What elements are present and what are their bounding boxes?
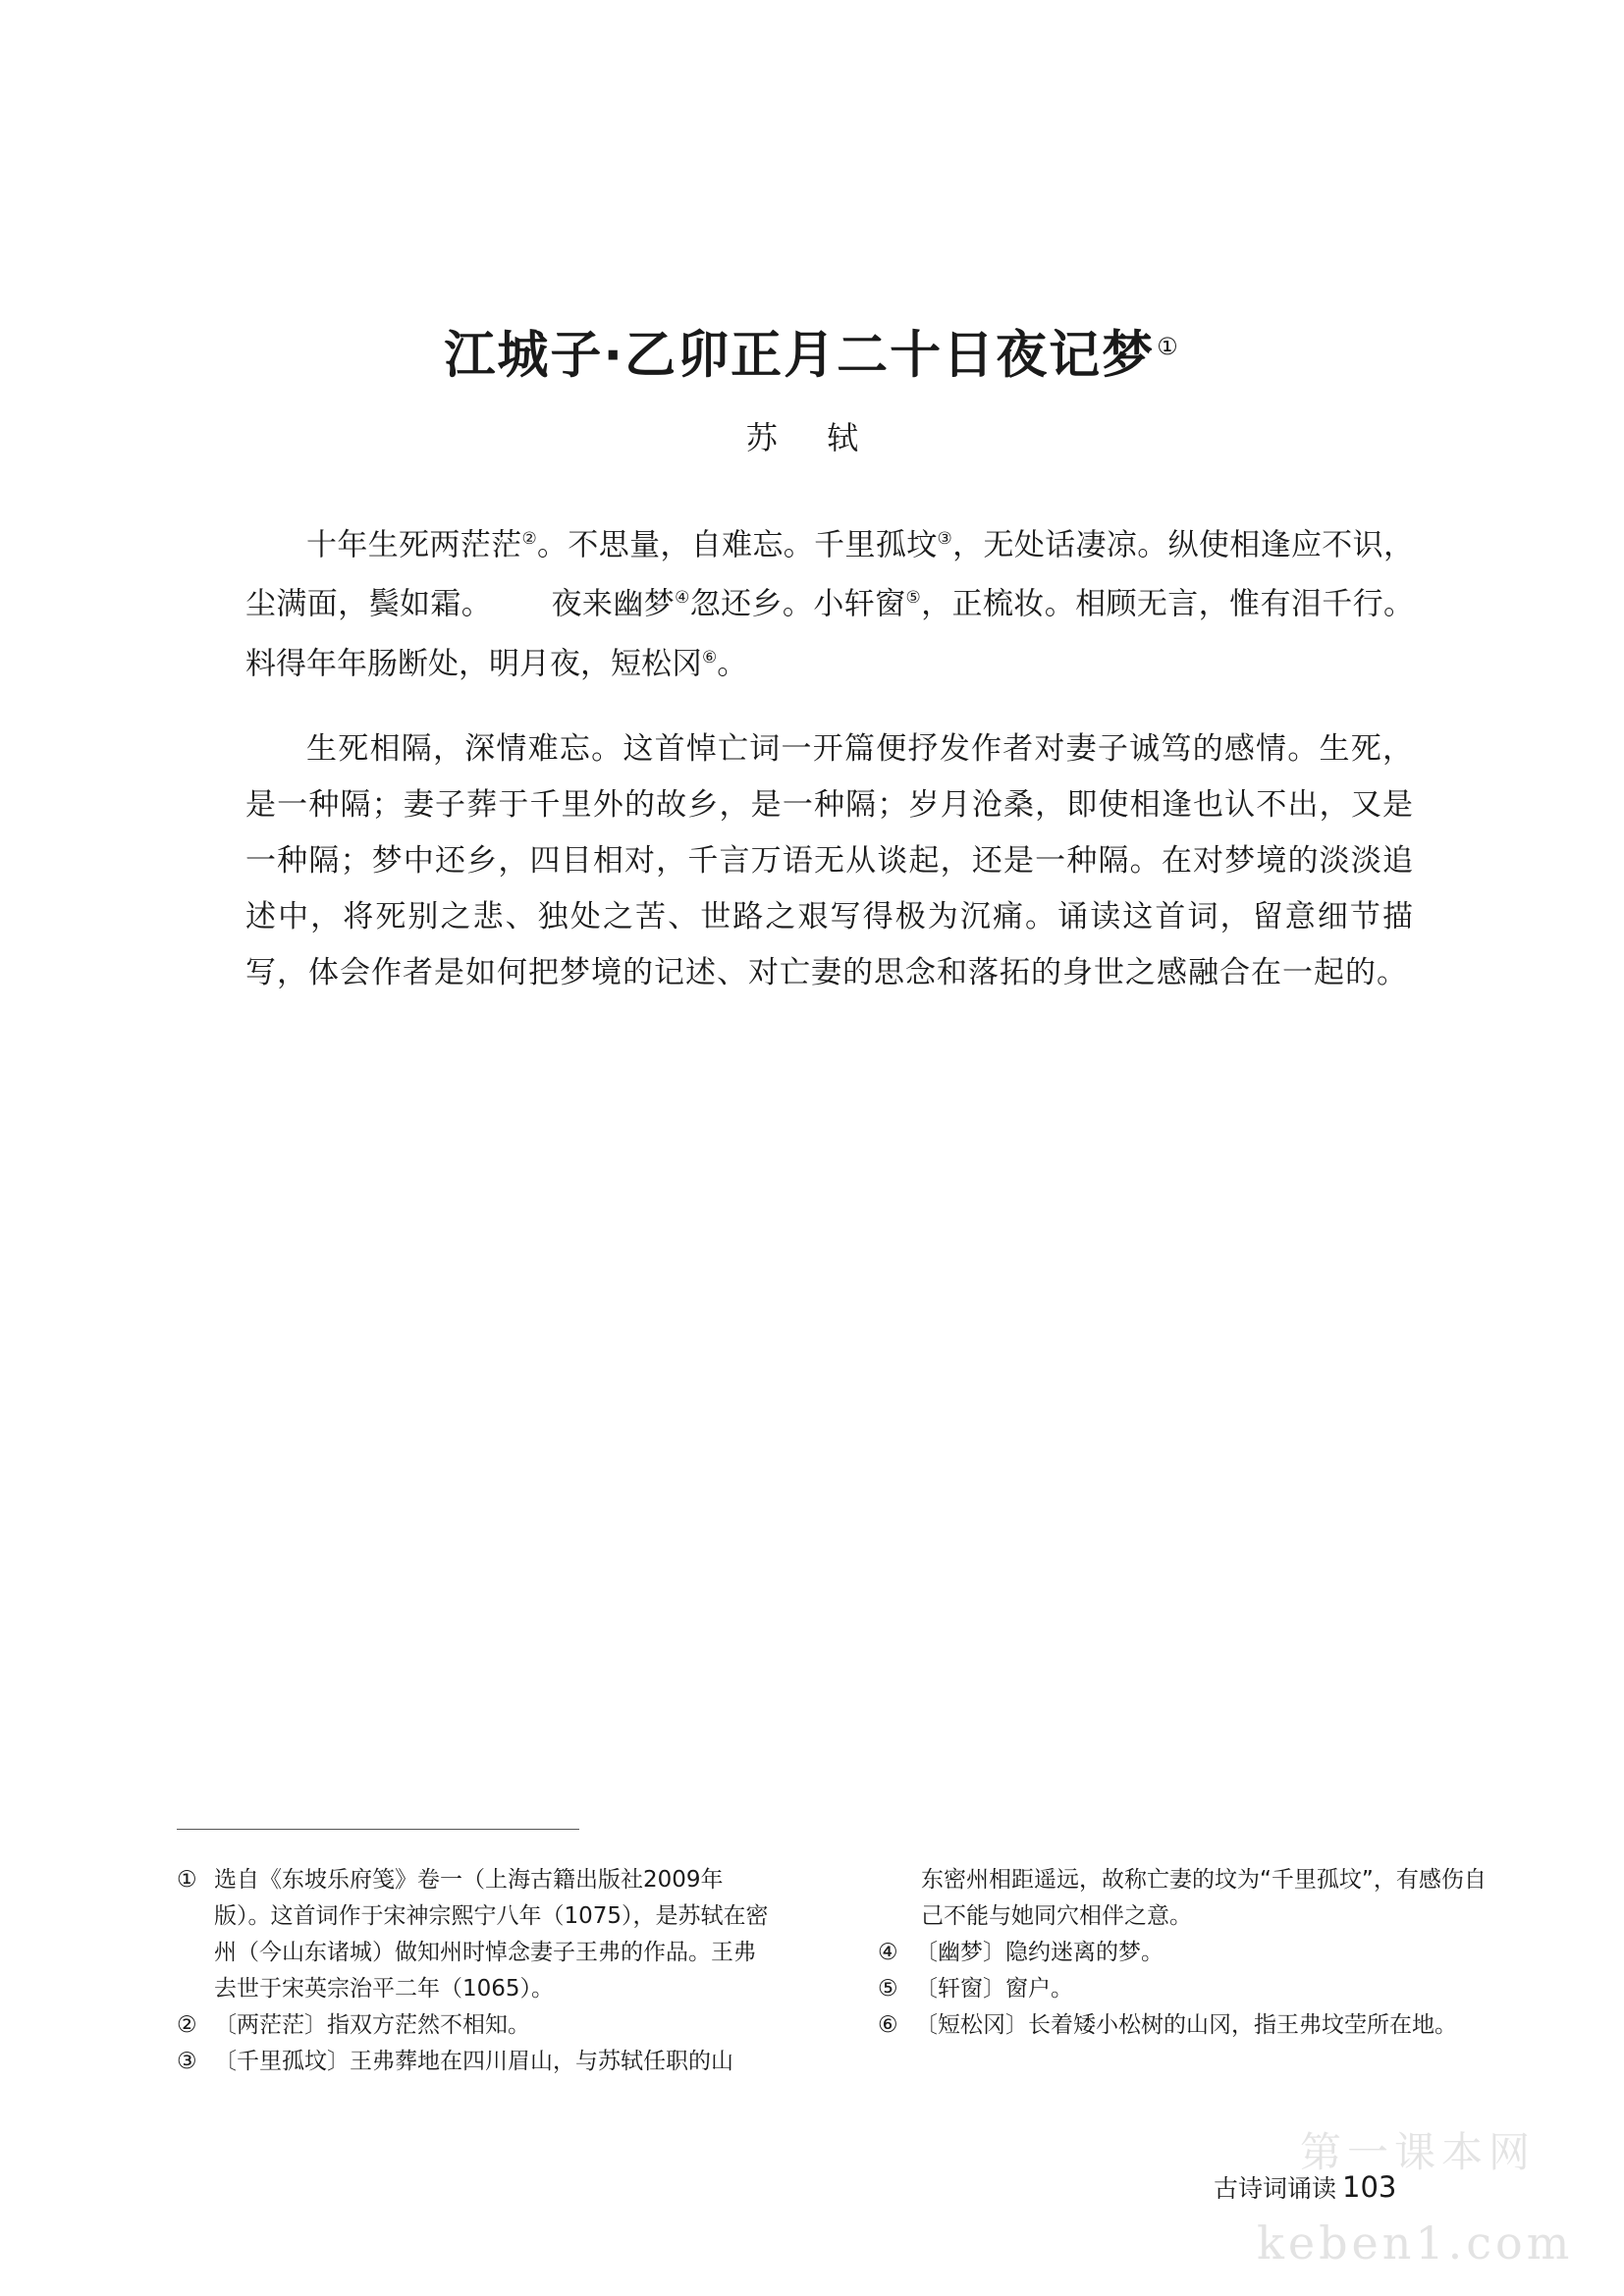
poem-text xyxy=(245,512,1414,690)
note-mark-3[interactable]: ③ xyxy=(937,529,953,549)
footnote-3-continued xyxy=(878,1862,1487,1935)
footnotes-right-column xyxy=(878,1862,1487,2044)
footnote-number: ③ xyxy=(177,2049,197,2074)
poem-title-text: 江城子·乙卯正月二十日夜记梦 xyxy=(444,326,1156,386)
poem-segment: 十年生死两茫茫 xyxy=(306,527,522,563)
footnote-4 xyxy=(878,1935,1487,1971)
poem-title xyxy=(0,312,1624,390)
footnote-divider xyxy=(177,1829,579,1830)
footnote-text: 〔两茫茫〕指双方茫然不相知。 xyxy=(214,2012,530,2038)
note-mark-5[interactable]: ⑤ xyxy=(905,588,922,609)
page-footer xyxy=(1214,2169,1479,2205)
footnote-number: ② xyxy=(177,2012,197,2038)
poem-segment: 。 xyxy=(717,645,748,681)
footnote-number: ④ xyxy=(878,1940,898,1965)
footnote-text: 〔轩窗〕窗户。 xyxy=(915,1976,1073,2002)
book-section-name: 古诗词诵读 xyxy=(1214,2174,1337,2203)
poem-segment: ，正梳妆。相顾无言，惟有泪千行。料得年年肠断处，明月夜，短松冈 xyxy=(245,586,1415,681)
author-name: 苏 轼 xyxy=(745,419,879,456)
title-note-mark[interactable]: ① xyxy=(1157,333,1180,360)
footnote-2 xyxy=(177,2007,776,2044)
poem-segment: 。不思量，自难忘。千里孤坟 xyxy=(537,527,938,563)
footnote-text: 东密州相距遥远，故称亡妻的坟为“千里孤坟”，有感伤自己不能与她同穴相伴之意。 xyxy=(921,1867,1487,1929)
note-mark-4[interactable]: ④ xyxy=(675,588,690,609)
footnote-3 xyxy=(177,2044,776,2080)
footnote-1 xyxy=(177,1862,776,2007)
footnote-text: 选自《东坡乐府笺》卷一（上海古籍出版社2009年版）。这首词作于宋神宗熙宁八年（1075），是苏轼在密州（今山东诸城）做知州时悼念妻子王弗的作品。王弗去世于宋英宗治平二年（1065）。 xyxy=(214,1867,769,2002)
footnote-number: ⑥ xyxy=(878,2012,898,2038)
watermark-site-url: keben1.com xyxy=(1257,2216,1574,2269)
commentary-paragraph: 生死相隔，深情难忘。这首悼亡词一开篇便抒发作者对妻子诚笃的感情。生死，是一种隔；妻子葬于千里外的故乡，是一种隔；岁月沧桑，即使相逢也认不出，又是一种隔；梦中还乡，四目相对，千言万语无从谈起，还是一种隔。在对梦境的淡淡追述中，将死别之悲、独处之苦、世路之艰写得极为沉痛。诵读这首词，留意细节描写，体会作者是如何把梦境的记述、对亡妻的思念和落拓的身世之感融合在一起的。 xyxy=(245,731,1414,990)
note-mark-2[interactable]: ② xyxy=(521,529,538,549)
watermark-site-name: 第一课本网 xyxy=(1300,2128,1537,2176)
footnote-5 xyxy=(878,1971,1487,2007)
note-mark-6[interactable]: ⑥ xyxy=(702,647,718,667)
footnotes-left-column xyxy=(177,1862,776,2080)
footnote-number: ⑤ xyxy=(878,1976,898,2002)
page-number: 103 xyxy=(1342,2170,1397,2204)
poem-segment: ，无处话凄凉。纵使相逢应不识，尘满面，鬓如霜。 xyxy=(245,527,1415,622)
footnote-text: 〔幽梦〕隐约迷离的梦。 xyxy=(915,1940,1164,1965)
footnote-6 xyxy=(878,2007,1487,2044)
poem-segment: 夜来幽梦 xyxy=(551,586,676,622)
footnote-number: ① xyxy=(177,1867,197,1893)
footnote-text: 〔短松冈〕长着矮小松树的山冈，指王弗坟茔所在地。 xyxy=(915,2012,1457,2038)
footnote-text: 〔千里孤坟〕王弗葬地在四川眉山，与苏轼任职的山 xyxy=(214,2049,733,2074)
poem-segment: 忽还乡。小轩窗 xyxy=(689,586,906,622)
